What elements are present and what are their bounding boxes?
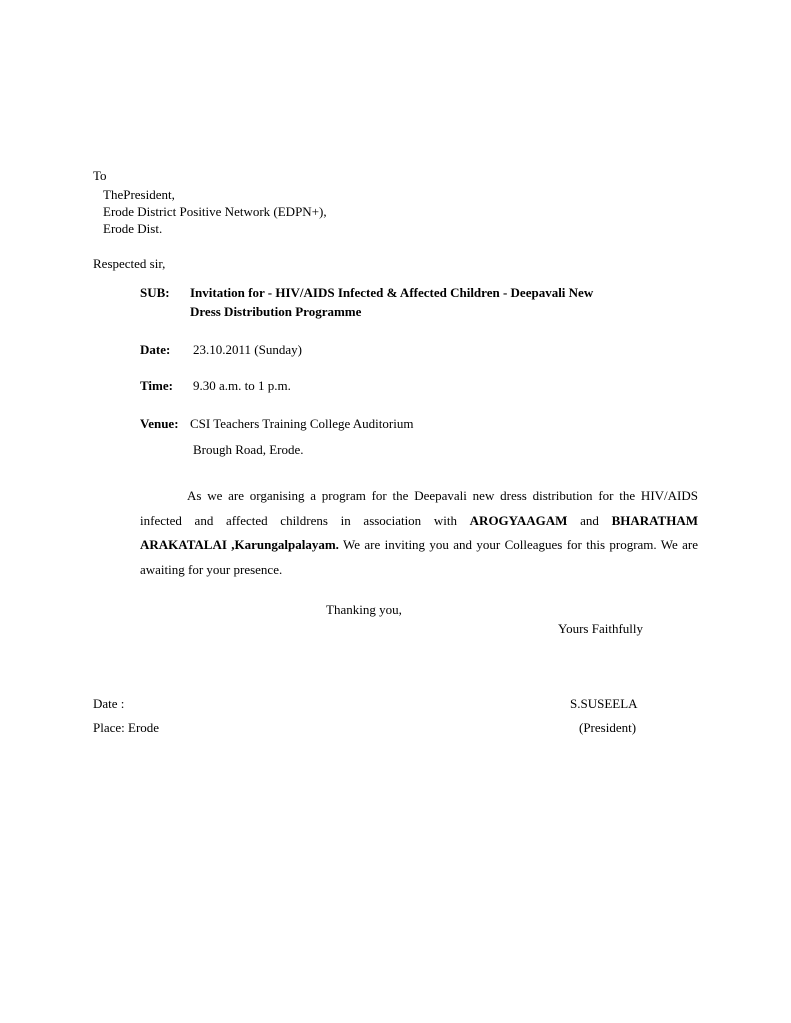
date-value: 23.10.2011 (Sunday) — [193, 342, 302, 357]
footer-date-label: Date : — [93, 696, 125, 711]
body-text-3: We are inviting you and your Colleagues for this program. We are awaiting for your presence. — [140, 537, 698, 577]
signatory-name: S.SUSEELA — [570, 696, 638, 711]
body-paragraph — [140, 484, 698, 582]
thanking-line: Thanking you, — [326, 602, 402, 617]
organization-arogyaagam: AROGYAAGAM — [469, 512, 568, 528]
valediction: Yours Faithfully — [558, 621, 644, 636]
signatory-designation: (President) — [579, 720, 637, 735]
time-label: Time: — [140, 378, 173, 393]
subject-line-2: Dress Distribution Programme — [190, 304, 362, 319]
address-to: To — [93, 168, 107, 183]
address-line-district: Erode Dist. — [103, 221, 163, 236]
organization-bharatham-arakatalai: BHARATHAM ARAKATALAI ,Karungalpalayam. — [140, 512, 698, 552]
subject-line-1: Invitation for - HIV/AIDS Infected & Affected Children - Deepavali New — [190, 285, 594, 300]
address-line-recipient: ThePresident, — [103, 187, 175, 202]
body-text-2: and — [567, 512, 612, 528]
venue-label: Venue: — [140, 416, 179, 431]
date-label: Date: — [140, 342, 171, 357]
footer-place: Place: Erode — [93, 720, 160, 735]
subject-label: SUB: — [140, 285, 170, 300]
body-text-1: As we are organising a program for the Deepavali new dress distribution for the HIV/AIDS infected and affected childrens in association with — [140, 488, 698, 528]
salutation: Respected sir, — [93, 256, 166, 271]
address-line-organization: Erode District Positive Network (EDPN+), — [103, 204, 327, 219]
venue-line-1: CSI Teachers Training College Auditorium — [190, 416, 414, 431]
venue-line-2: Brough Road, Erode. — [193, 442, 304, 457]
time-value: 9.30 a.m. to 1 p.m. — [193, 378, 291, 393]
